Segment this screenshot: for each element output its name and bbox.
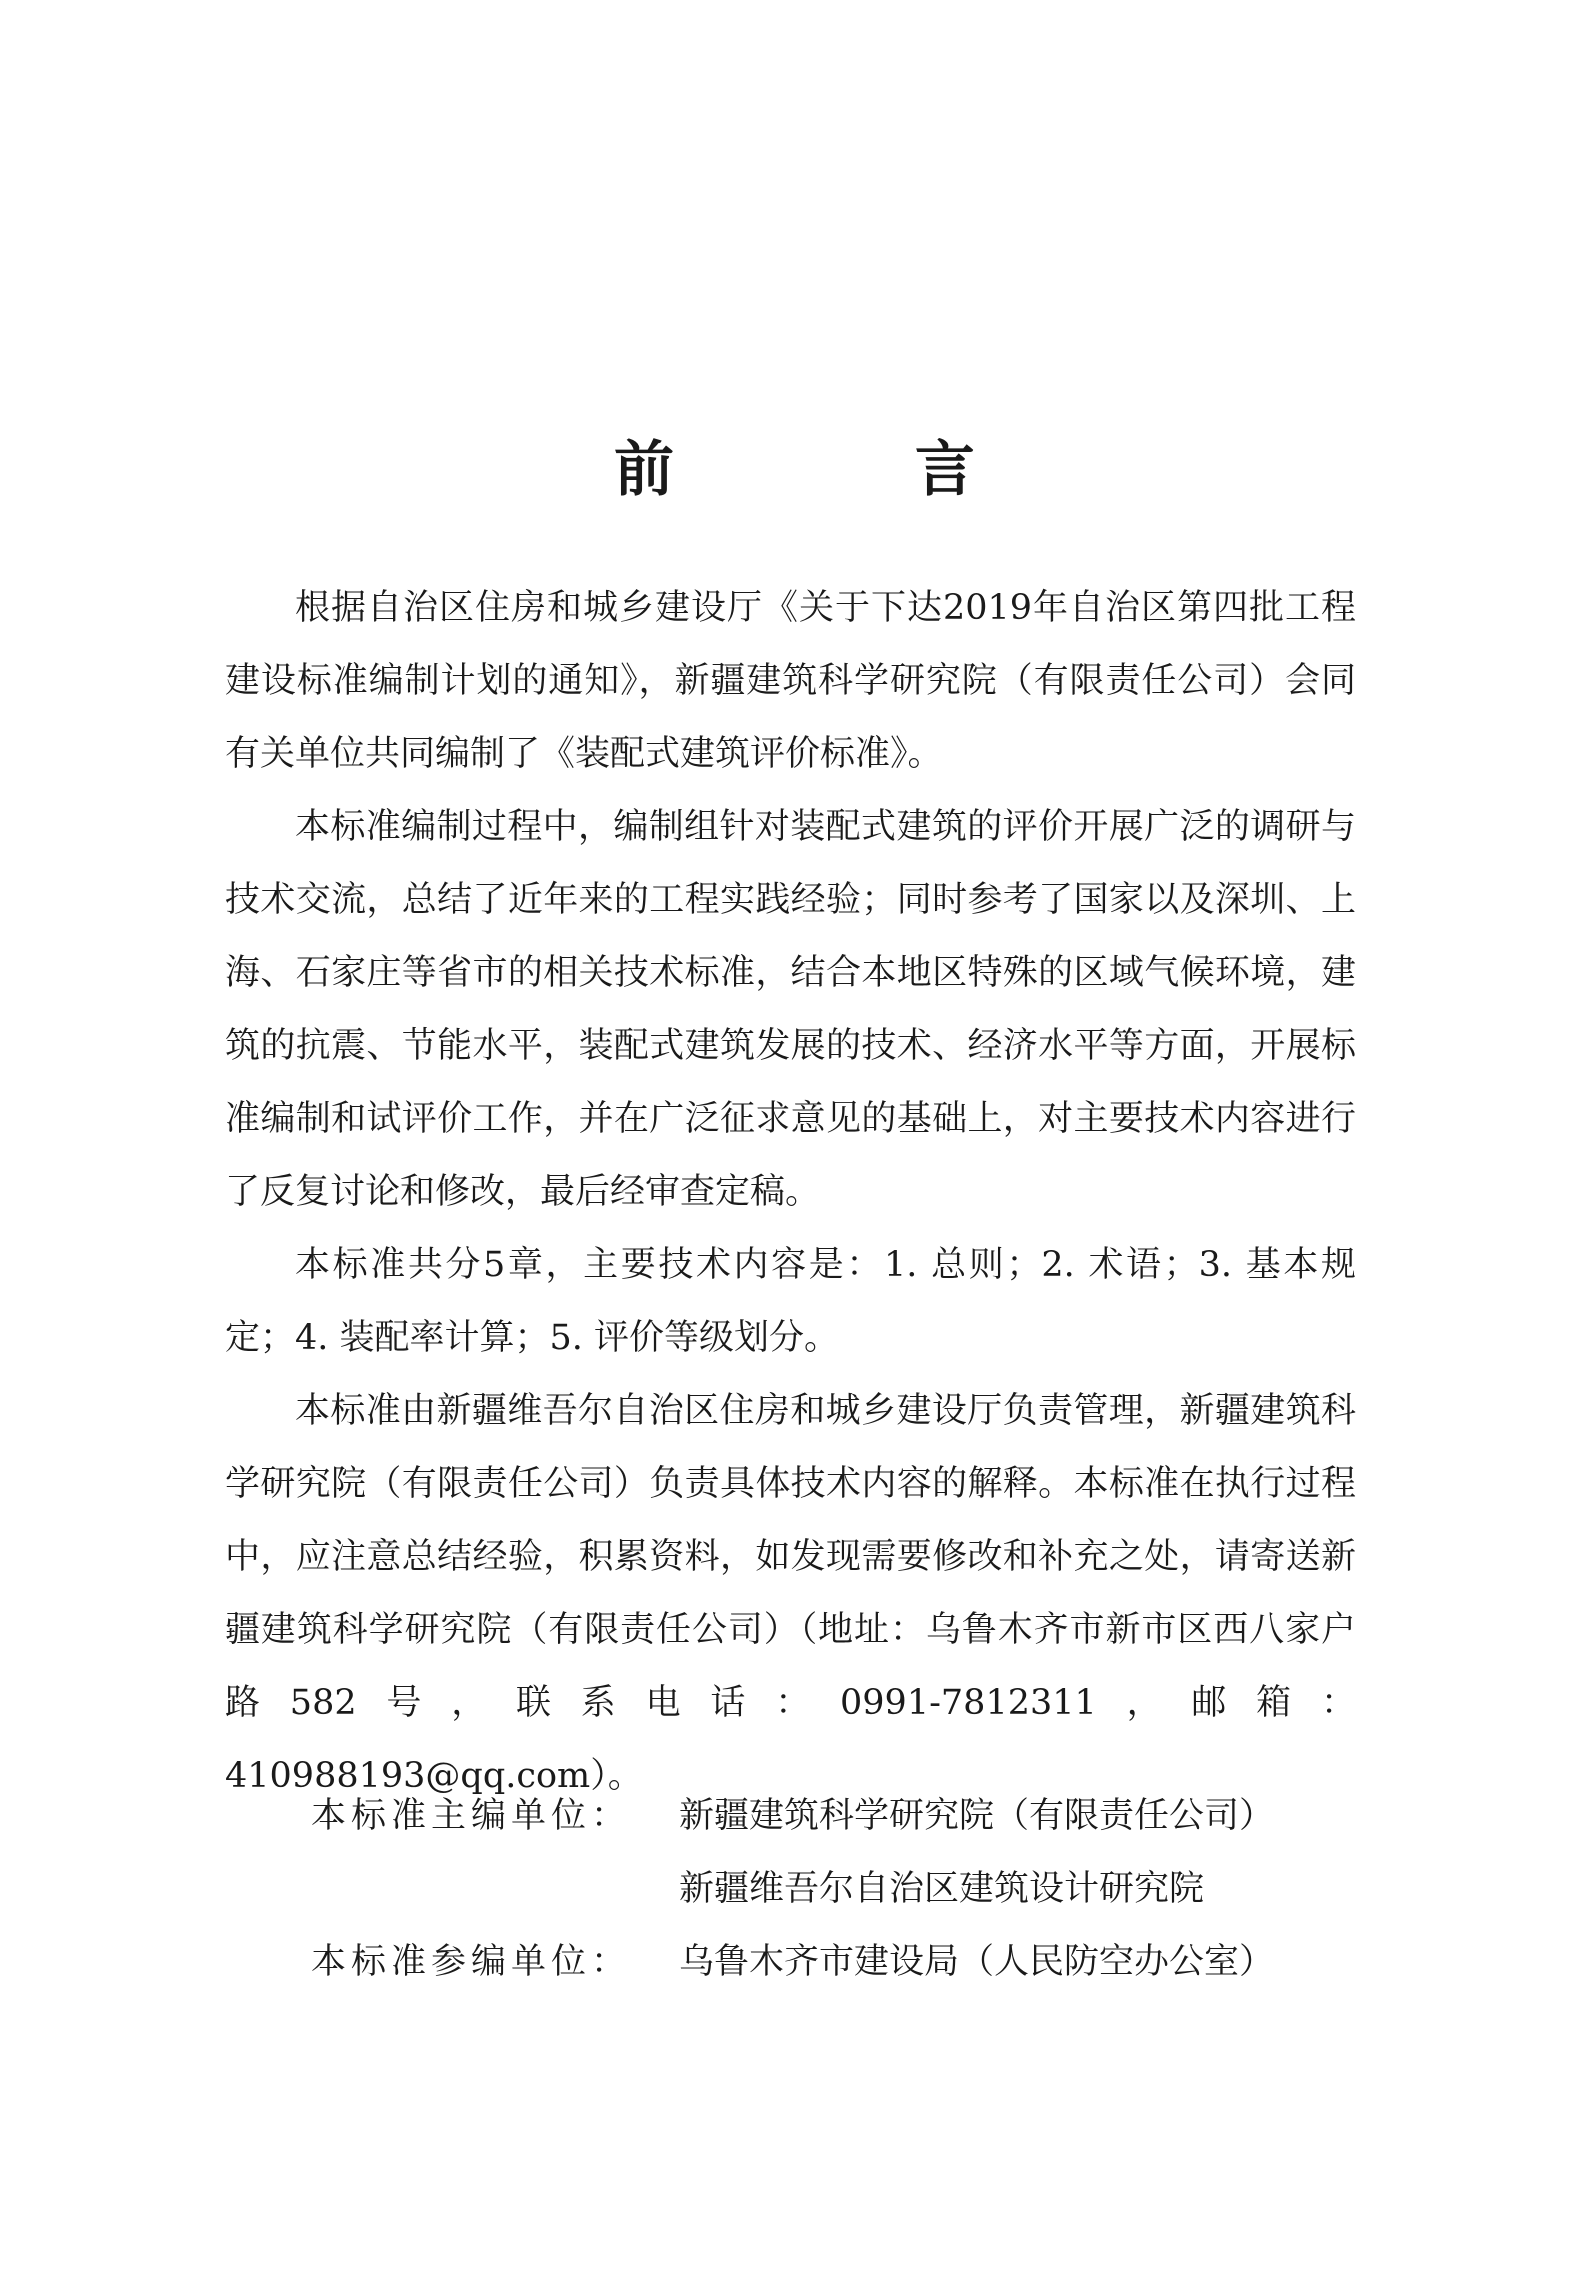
preface-body: [225, 572, 1356, 1813]
chief-unit-label: 本标准主编单位：: [311, 1796, 632, 1836]
preface-paragraph: 本标准共分5章，主要技术内容是：1. 总则；2. 术语；3. 基本规定；4. 装配率计算；5. 评价等级划分。: [225, 1245, 1356, 1358]
page-title: 前 言: [614, 435, 1085, 505]
chief-unit-row: [225, 1853, 1356, 1926]
participating-unit-row: [225, 1926, 1356, 1999]
preface-paragraph: 根据自治区住房和城乡建设厅《关于下达2019年自治区第四批工程建设标准编制计划的通知》，新疆建筑科学研究院（有限责任公司）会同有关单位共同编制了《装配式建筑评价标准》。: [225, 588, 1356, 774]
participating-unit-label: 本标准参编单位：: [311, 1942, 632, 1982]
preface-paragraph: 本标准由新疆维吾尔自治区住房和城乡建设厅负责管理，新疆建筑科学研究院（有限责任公司）负责具体技术内容的解释。本标准在执行过程中，应注意总结经验，积累资料，如发现需要修改和补充之处，请寄送新疆建筑科学研究院（有限责任公司）（地址：乌鲁木齐市新市区西八家户路582号，联系电话：0991-7812311，邮箱：410988193@qq.com）。: [225, 1391, 1356, 1796]
participating-unit-name: 乌鲁木齐市建设局（人民防空办公室）: [679, 1942, 1275, 1982]
chief-unit-name: 新疆建筑科学研究院（有限责任公司）: [679, 1796, 1275, 1836]
preface-paragraph: 本标准编制过程中，编制组针对装配式建筑的评价开展广泛的调研与技术交流，总结了近年来的工程实践经验；同时参考了国家以及深圳、上海、石家庄等省市的相关技术标准，结合本地区特殊的区域气候环境，建筑的抗震、节能水平，装配式建筑发展的技术、经济水平等方面，开展标准编制和试评价工作，并在广泛征求意见的基础上，对主要技术内容进行了反复讨论和修改，最后经审查定稿。: [225, 807, 1356, 1212]
editing-units: [225, 1780, 1356, 1999]
chief-unit-row: [225, 1780, 1356, 1853]
chief-unit-name: 新疆维吾尔自治区建筑设计研究院: [679, 1869, 1205, 1909]
